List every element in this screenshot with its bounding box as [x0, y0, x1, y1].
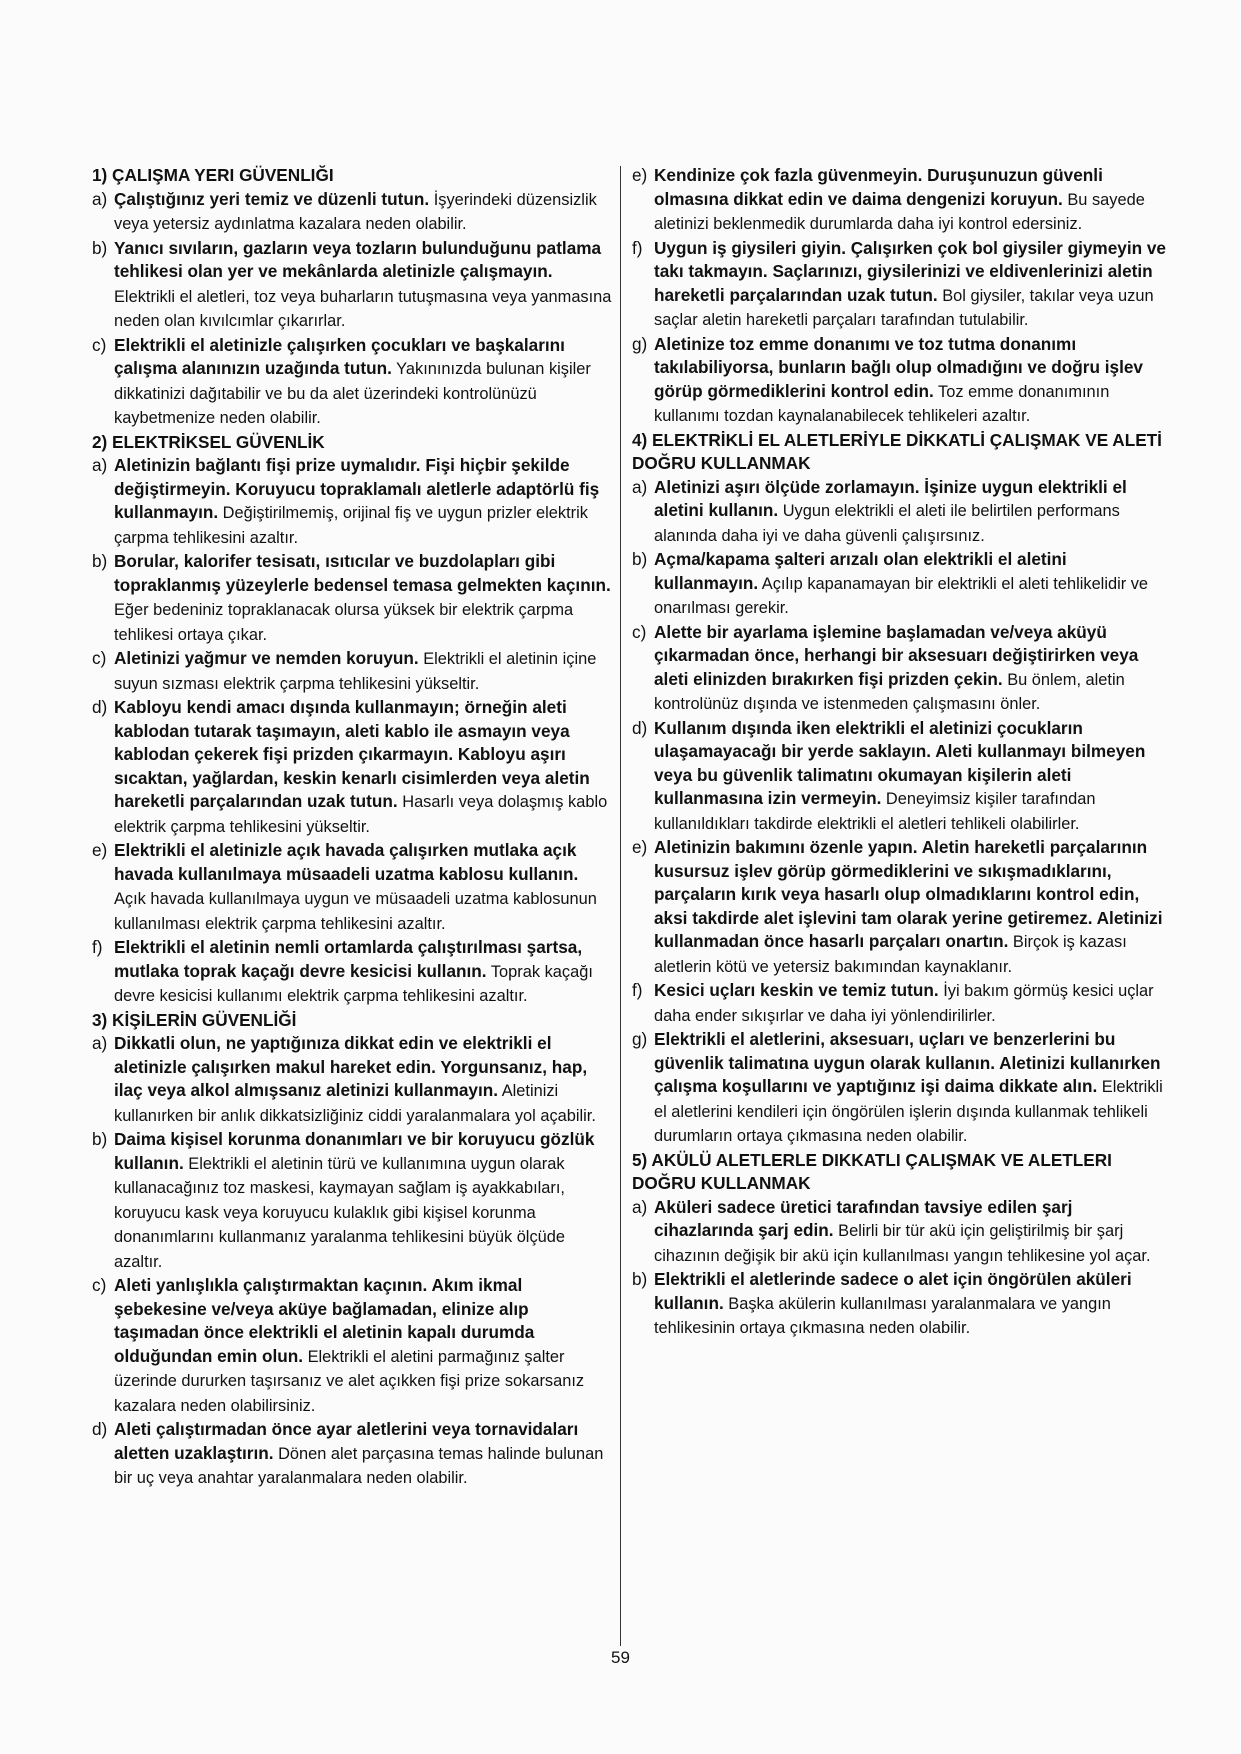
safety-rule	[632, 1196, 1172, 1269]
rule-letter: a)	[632, 476, 648, 497]
rule-text: Başka akülerin kullanılması yaralanmalara ve yangın tehlikesinin ortaya çıkmasına neden olabilir.	[654, 1294, 1111, 1337]
safety-rule	[632, 548, 1172, 621]
rule-text: Belirli bir tür akü için geliştirilmiş bir şarj cihazının değişik bir akü için kullanılması yangın tehlikesine yol açar.	[654, 1222, 1151, 1265]
rule-letter: a)	[92, 1033, 108, 1053]
rule-bold-text: Açma/kapama şalteri arızalı olan elektrikli el aletini kullanmayın.	[654, 549, 1067, 593]
rule-bold-text: Aleti yanlışlıkla çalıştırmaktan kaçının. Akım ikmal şebekesine ve/veya aküye bağlamadan, elinize alıp taşımadan önce elektrikli el aletinin kapalı durumda olduğundan emin olun.	[114, 1275, 535, 1366]
rule-text: Eğer bedeniniz topraklanacak olursa yüksek bir elektrik çarpma tehlikesi ortaya çıkar.	[114, 601, 574, 644]
rule-letter: d)	[92, 697, 108, 717]
safety-rule	[92, 1032, 612, 1128]
safety-rule	[92, 334, 612, 431]
safety-rule	[632, 836, 1172, 979]
left-column	[92, 164, 612, 1491]
rule-bold-text: Aletinizi yağmur ve nemden koruyun.	[114, 648, 419, 668]
rule-bold-text: Uygun iş giysileri giyin. Çalışırken çok bol giysiler giymeyin ve takı takmayın. Saçlarınızı, giysilerinizi ve eldivenlerinizi aletin hareketli parçalarından uzak tutun.	[654, 237, 1166, 305]
right-column	[632, 164, 1172, 1341]
rule-text: Deneyimsiz kişiler tarafından kullanıldıkları takdirde elektrikli el aletleri tehlikeli olabilirler.	[654, 790, 1096, 833]
safety-rule	[632, 621, 1172, 717]
rule-letter: c)	[92, 1275, 107, 1295]
rule-text: Değiştirilmemiş, orijinal fiş ve uygun prizler elektrik çarpma tehlikesini azaltır.	[114, 504, 588, 547]
rule-letter: d)	[632, 717, 648, 738]
safety-rule	[632, 476, 1172, 549]
rule-letter: g)	[632, 333, 648, 354]
safety-rule	[92, 839, 612, 936]
rule-bold-text: Aküleri sadece üretici tarafından tavsiye edilen şarj cihazlarında şarj edin.	[654, 1196, 1073, 1240]
rule-text: Elektrikli el aletlerini kendileri için öngörülen işlerin dışında kullanmak tehlikeli durumların ortaya çıkmasına neden olabilir.	[654, 1078, 1163, 1145]
rule-letter: a)	[92, 455, 108, 475]
rule-letter: b)	[632, 1269, 648, 1289]
section-heading: 1) ÇALIŞMA YERI GÜVENLIĞI	[92, 165, 334, 185]
rule-text: Hasarlı veya dolaşmış kablo elektrik çarpma tehlikesini yükseltir.	[114, 793, 608, 836]
rule-letter: e)	[632, 165, 648, 185]
rule-bold-text: Alette bir ayarlama işlemine başlamadan ve/veya aküyü çıkarmadan önce, herhangi bir aksesuarı değiştirirken veya aleti elinizden bırakırken fişi prizden çekin.	[654, 621, 1139, 689]
safety-rule	[92, 696, 612, 839]
safety-rule	[632, 717, 1172, 837]
section-heading: 5) AKÜLÜ ALETLERLE DIKKATLI ÇALIŞMAK VE ALETLERI DOĞRU KULLANMAK	[632, 1149, 1112, 1193]
rule-letter: b)	[92, 1129, 108, 1149]
section-heading: 4) ELEKTRİKLİ EL ALETLERİYLE DİKKATLİ ÇALIŞMAK VE ALETİ DOĞRU KULLANMAK	[632, 429, 1162, 473]
safety-rule	[632, 1268, 1172, 1341]
rule-bold-text: Elektrikli el aletlerinde sadece o alet için öngörülen aküleri kullanın.	[654, 1269, 1132, 1313]
safety-rule	[92, 237, 612, 334]
safety-rule	[92, 647, 612, 696]
rule-text: İşyerindeki düzensizlik veya yetersiz aydınlatma kazalara neden olabilir.	[114, 190, 597, 233]
safety-rule	[92, 550, 612, 647]
section-heading: 3) KİŞİLERİN GÜVENLİĞİ	[92, 1009, 297, 1030]
rule-text: Bu sayede aletinizi beklenmedik durumlarda daha iyi kontrol edersiniz.	[654, 190, 1145, 233]
rule-text: Elektrikli el aletleri, toz veya buharların tutuşmasına veya yanmasına neden olan kıvılcımlar çıkarırlar.	[114, 287, 612, 330]
rule-bold-text: Kesici uçları keskin ve temiz tutun.	[654, 980, 939, 1000]
rule-letter: c)	[92, 334, 107, 355]
rule-text: Yakınınızda bulunan kişiler dikkatinizi dağıtabilir ve bu da alet üzerindeki kontrolünüzü kaybetmenize neden olabilir.	[114, 360, 591, 427]
safety-rule	[92, 1128, 612, 1274]
safety-rule	[92, 936, 612, 1009]
rule-letter: f)	[632, 980, 643, 1000]
rule-bold-text: Aletinizi aşırı ölçüde zorlamayın. İşinize uygun elektrikli el aletini kullanın.	[654, 476, 1127, 520]
rule-letter: a)	[632, 1196, 648, 1217]
rule-bold-text: Yanıcı sıvıların, gazların veya tozların bulunduğunu patlama tehlikesi olan yer ve mekânlarda aletinizle çalışmayın.	[114, 237, 602, 281]
rule-bold-text: Borular, kalorifer tesisatı, ısıtıcılar ve buzdolapları gibi topraklanmış yüzeylerle bedensel temasa gelmekten kaçının.	[114, 551, 611, 595]
rule-letter: b)	[632, 549, 648, 569]
rule-text: Elektrikli el aletinin içine suyun sızması elektrik çarpma tehlikesini yükseltir.	[114, 650, 597, 693]
rule-text: Birçok iş kazası aletlerin kötü ve yetersiz bakımından kaynaklanır.	[654, 933, 1127, 976]
rule-text: Elektrikli el aletinin türü ve kullanımına uygun olarak kullanacağınız toz maskesi, kaymayan sağlam iş ayakkabıları, koruyucu kask veya koruyucu kulaklık gibi kişisel korunma donanımlarını kullanmanız yaralanma tehlikesini büyük ölçüde azaltır.	[114, 1154, 565, 1271]
rule-bold-text: Kullanım dışında iken elektrikli el aletinizi çocukların ulaşamayacağı bir yerde saklayın. Aleti kullanmayı bilmeyen veya bu güvenlik talimatını okumayan kişilerin aleti kullanmasına izin vermeyin.	[654, 717, 1146, 808]
rule-text: Elektrikli el aletini parmağınız şalter üzerinde dururken taşırsanız ve alet açıkken fişi prize sokarsanız kazalara neden olabilirsiniz.	[114, 1347, 585, 1415]
safety-rule	[92, 454, 612, 550]
rule-letter: b)	[92, 237, 108, 258]
rule-bold-text: Dikkatli olun, ne yaptığınıza dikkat edin ve elektrikli el aletinizle çalışırken makul hareket edin. Yorgunsanız, hap, ilaç veya alkol almışsanız aletinizi kullanmayın.	[114, 1033, 588, 1100]
section-heading: 2) ELEKTRİKSEL GÜVENLİK	[92, 431, 325, 452]
rule-bold-text: Elektrikli el aletinizle açık havada çalışırken mutlaka açık havada kullanılmaya müsaadeli uzatma kablosu kullanın.	[114, 840, 579, 884]
rule-text: Bu önlem, aletin kontrolünüz dışında ve istenmeden çalışmasını önler.	[654, 670, 1125, 713]
rule-bold-text: Elektrikli el aletinizle çalışırken çocukları ve başkalarını çalışma alanınızın uzağında tutun.	[114, 334, 565, 378]
rule-letter: e)	[632, 837, 648, 857]
rule-text: Toprak kaçağı devre kesicisi kullanımı elektrik çarpma tehlikesini azaltır.	[114, 962, 593, 1005]
safety-rule	[92, 1418, 612, 1491]
rule-bold-text: Çalıştığınız yeri temiz ve düzenli tutun.	[114, 188, 430, 209]
column-divider	[620, 166, 621, 1646]
rule-text: Dönen alet parçasına temas halinde bulunan bir uç veya anahtar yaralanmalara neden olabilir.	[114, 1444, 604, 1487]
rule-letter: b)	[92, 551, 108, 571]
safety-rule	[632, 164, 1172, 237]
rule-text: Bol giysiler, takılar veya uzun saçlar aletin hareketli parçaları tarafından tutulabilir.	[654, 286, 1154, 329]
safety-rule	[92, 1274, 612, 1418]
rule-bold-text: Aletinize toz emme donanımı ve toz tutma donanımı takılabiliyorsa, bunların bağlı olup olmadığını ve doğru işlev görüp görmediklerini kontrol edin.	[654, 333, 1143, 401]
rule-letter: g)	[632, 1029, 648, 1049]
rule-letter: c)	[92, 648, 107, 668]
rule-text: Aletinizi kullanırken bir anlık dikkatsizliğiniz ciddi yaralanmalara yol açabilir.	[114, 1082, 596, 1125]
rule-letter: a)	[92, 188, 108, 209]
safety-rule	[632, 333, 1172, 429]
rule-bold-text: Kendinize çok fazla güvenmeyin. Duruşunuzun güvenli olmasına dikkat edin ve daima dengenizi koruyun.	[654, 165, 1103, 209]
safety-rule	[632, 237, 1172, 333]
safety-rule	[92, 188, 612, 237]
rule-letter: c)	[632, 621, 647, 642]
rule-text: Toz emme donanımının kullanımı tozdan kaynalanabilecek tehlikeleri azaltır.	[654, 382, 1110, 425]
rule-bold-text: Elektrikli el aletlerini, aksesuarı, uçları ve benzerlerini bu güvenlik talimatına uygun olarak kullanın. Aletinizi kullanırken çalışma koşullarını ve yaptığınız işi daima dikkate alın.	[654, 1029, 1161, 1096]
safety-rule	[632, 1028, 1172, 1149]
rule-bold-text: Daima kişisel korunma donanımları ve bir koruyucu gözlük kullanın.	[114, 1129, 595, 1173]
rule-text: İyi bakım görmüş kesici uçlar daha ender sıkışırlar ve daha iyi yönlendirilirler.	[654, 982, 1154, 1025]
rule-bold-text: Elektrikli el aletinin nemli ortamlarda çalıştırılması şartsa, mutlaka toprak kaçağı devre kesicisi kullanın.	[114, 937, 583, 981]
rule-letter: d)	[92, 1419, 108, 1439]
safety-rule	[632, 979, 1172, 1028]
rule-letter: f)	[92, 937, 103, 957]
rule-letter: e)	[92, 840, 108, 860]
rule-text: Açık havada kullanılmaya uygun ve müsaadeli uzatma kablosunun kullanılması elektrik çarpma tehlikesini azaltır.	[114, 890, 597, 933]
page-number: 59	[611, 1648, 630, 1667]
rule-bold-text: Kabloyu kendi amacı dışında kullanmayın; örneğin aleti kablodan tutarak taşımayın, aleti kablo ile asmayın veya kablodan çekerek fişi prizden çıkarmayın. Kabloyu aşırı sıcaktan, yağlardan, keskin kenarlı cisimlerden veya aletin hareketli parçalarından uzak tutun.	[114, 697, 590, 811]
rule-letter: f)	[632, 237, 643, 258]
rule-text: Açılıp kapanamayan bir elektrikli el aleti tehlikelidir ve onarılması gerekir.	[654, 574, 1149, 617]
rule-bold-text: Aletinizin bakımını özenle yapın. Aletin hareketli parçalarının kusursuz işlev görüp görmediklerini ve sıkışmadıklarını, parçaların kırık veya hasarlı olup olmadıklarını kontrol edin, aksi takdirde alet işlevini tam olarak yerine getiremez. Aletinizi kullanmadan önce hasarlı parçaları onartın.	[654, 837, 1163, 951]
rule-bold-text: Aleti çalıştırmadan önce ayar aletlerini veya tornavidaları aletten uzaklaştırın.	[114, 1419, 579, 1463]
rule-bold-text: Aletinizin bağlantı fişi prize uymalıdır. Fişi hiçbir şekilde değiştirmeyin. Koruyucu topraklamalı aletlerle adaptörlü fiş kullanmayın.	[114, 455, 600, 522]
rule-text: Uygun elektrikli el aleti ile belirtilen performans alanında daha iyi ve daha güvenli çalışırsınız.	[654, 502, 1120, 545]
